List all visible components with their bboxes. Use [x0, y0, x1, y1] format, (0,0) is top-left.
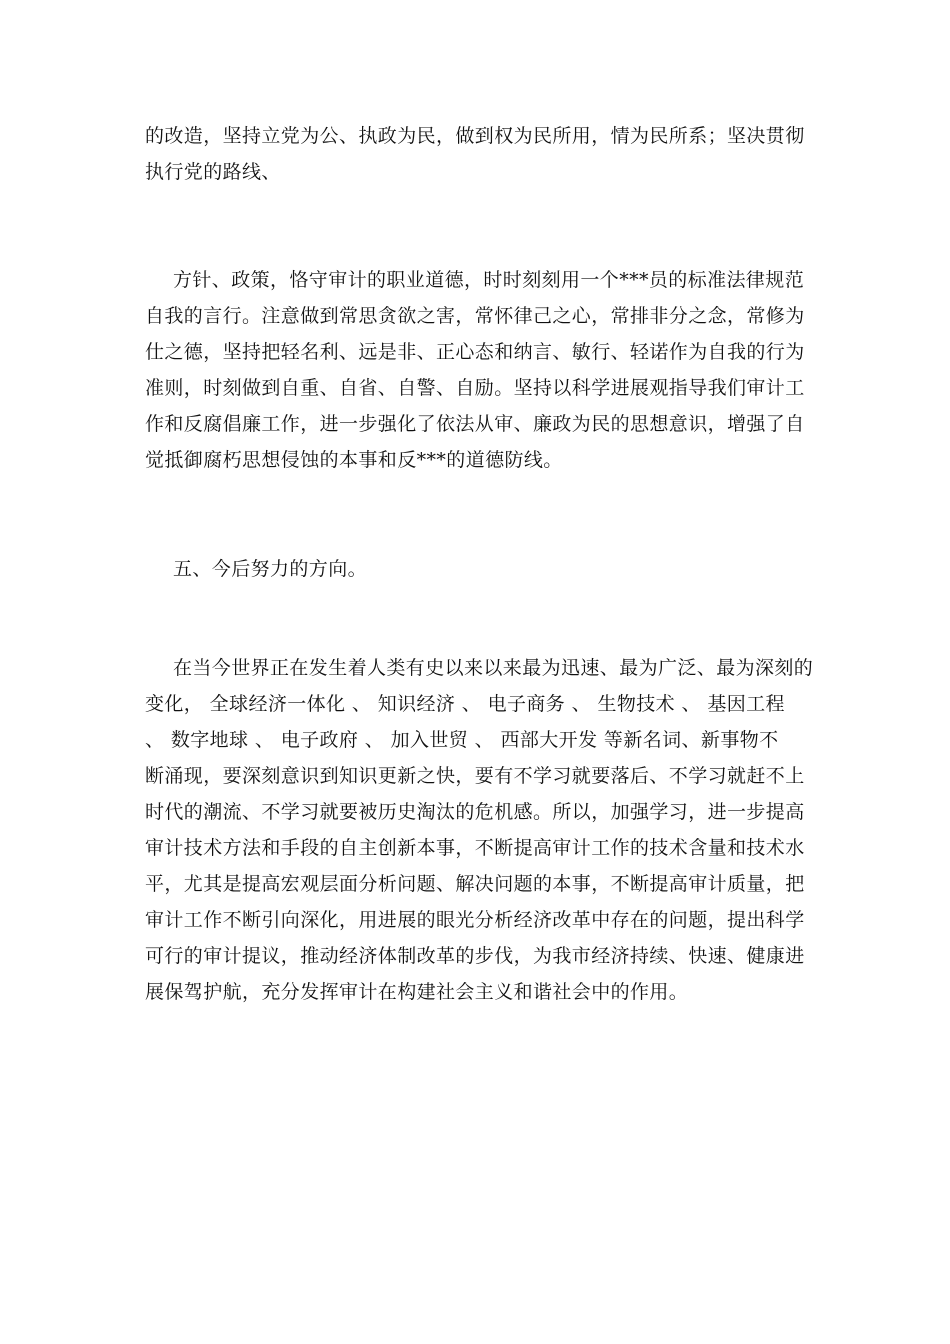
paragraph-integrity: [145, 262, 810, 478]
text-line: 变化， 全球经济一体化 、 知识经济 、 电子商务 、 生物技术 、 基因工程: [145, 693, 785, 715]
text-line: 作和反腐倡廉工作，进一步强化了依法从审、廉政为民的思想意识，增强了自: [145, 413, 805, 435]
heading-line: 五、今后努力的方向。: [173, 558, 368, 580]
text-line: 在当今世界正在发生着人类有史以来以来最为迅速、最为广泛、最为深刻的: [173, 657, 814, 679]
text-line: 断涌现，要深刻意识到知识更新之快，要有不学习就要落后、不学习就赶不上: [145, 765, 805, 787]
text-line: 可行的审计提议，推动经济体制改革的步伐，为我市经济持续、快速、健康进: [145, 945, 805, 967]
text-line: 审计技术方法和手段的自主创新本事，不断提高审计工作的技术含量和技术水: [145, 837, 805, 859]
text-line: 、 数字地球 、 电子政府 、 加入世贸 、 西部大开发 等新名词、新事物不: [145, 729, 779, 751]
text-line: 自我的言行。注意做到常思贪欲之害，常怀律己之心，常排非分之念，常修为: [145, 305, 805, 327]
text-line: 准则，时刻做到自重、自省、自警、自励。坚持以科学进展观指导我们审计工: [145, 377, 805, 399]
text-line: 时代的潮流、不学习就要被历史淘汰的危机感。所以，加强学习，进一步提高: [145, 801, 805, 823]
paragraph-future-direction: [145, 650, 814, 1010]
text-line: 平，尤其是提高宏观层面分析问题、解决问题的本事，不断提高审计质量，把: [145, 873, 805, 895]
section-heading: [145, 551, 810, 587]
text-line: 展保驾护航，充分发挥审计在构建社会主义和谐社会中的作用。: [145, 981, 689, 1003]
text-line: 的改造，坚持立党为公、执政为民，做到权为民所用，情为民所系；坚决贯彻: [145, 125, 805, 147]
paragraph-continuation: [145, 118, 810, 190]
text-line: 仕之德，坚持把轻名利、远是非、正心态和纳言、敏行、轻诺作为自我的行为: [145, 341, 805, 363]
text-line: 审计工作不断引向深化，用进展的眼光分析经济改革中存在的问题，提出科学: [145, 909, 805, 931]
text-line: 执行党的路线、: [145, 161, 281, 183]
text-line: 方针、政策，恪守审计的职业道德，时时刻刻用一个***员的标准法律规范: [173, 269, 805, 291]
text-line: 觉抵御腐朽思想侵蚀的本事和反***的道德防线。: [145, 449, 563, 471]
